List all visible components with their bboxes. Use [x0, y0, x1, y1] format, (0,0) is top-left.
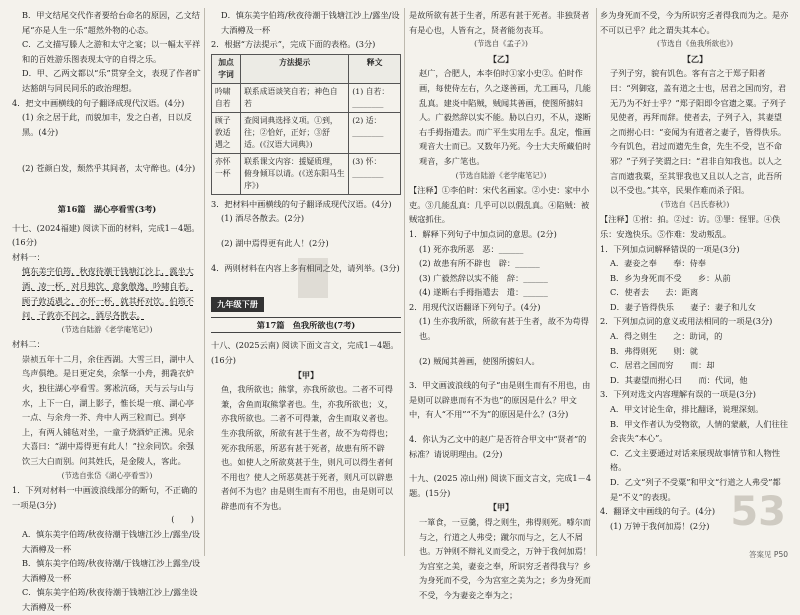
- grade-label: 九年级下册: [211, 297, 401, 312]
- question-4: 4．两则材料在内容上多有相同之处，请列举。(3分): [211, 262, 400, 273]
- option-c: C．使者去 去：距离: [610, 287, 699, 298]
- option-b: B．弗得则死 则：就: [610, 345, 698, 356]
- method-table: [211, 54, 401, 195]
- question-1: 1．下列对材料一中画波浪线部分的断句，不正确的一项是(3分): [12, 485, 198, 510]
- passage-text: 乡为身死而不受，今为所识穷乏者得我而为之。是亦不可以已乎？此之谓失其本心。: [600, 10, 789, 35]
- question-3: 3．把材料中画横线的句子翻译成现代汉语。(4分): [211, 198, 392, 209]
- question-2: 2．根据“方法提示”，完成下面的表格。(3分): [211, 39, 376, 50]
- material-text: 慎东美字伯筠，秋夜待潮于钱塘江沙上，露坐大酒，凌一杯，对月独饮，意象傲逸，吟啸自若。顾子敦适遇之，亦怀一杯，就其杯对饮。伯筠不问，子敦亦不问之，酒尽各散去。: [22, 266, 194, 321]
- question-4-1: (1) 万钟于我何加焉！(2分): [610, 520, 710, 531]
- passage-label: 【甲】: [488, 502, 514, 513]
- column-divider: [404, 8, 405, 556]
- passage-text: 是故所欲有甚于生者，所恶有甚于死者。非独贤者有是心也，人皆有之，贤者能勿丧耳。: [409, 10, 590, 35]
- passage-text: 一箪食，一豆羹，得之则生，弗得则死。嘑尔而与之，行道之人弗受；蹴尔而与之，乞人不屑也。万钟则不辩礼义而受之，万钟于我何加焉！为宫室之美，妻妾之奉，所识穷乏者得我与？乡为身死而不受，今为宫室之美为之；乡为身死而不受，今为妻妾之奉为之；: [419, 517, 591, 600]
- column-3: [409, 8, 593, 600]
- question-3: 3．甲文画波浪线的句子“由是则生而有不用也，由是则可以辟患而有不为也”的原因是什么？甲文中，有人“不用”“不为”的原因是什么？(3分): [409, 380, 591, 420]
- passage-text: 赵广，合肥人，本李伯时①家小史②。伯时作画，每使侍左右，久之遂善画，尤工画马，几能乱真。建炎中陷贼，贼闻其善画，使图所掳妇人。广毅然辞以实不能。胁以白刃，不从，遂断右手拇指遣去。而广平生实用左手。乱定，惟画观音大士而已。又数年乃死。今士大夫所藏伯时观音，多广笔也。: [419, 68, 591, 166]
- option-c: C．居君之国而穷 而：却: [610, 360, 715, 371]
- column-divider: [596, 8, 597, 556]
- passage-source: (节选自《吕氏春秋》): [660, 199, 730, 209]
- question-1: 1．下列加点词解释错误的一项是(3分): [600, 243, 740, 254]
- column-1: [12, 8, 202, 612]
- option-a: A．慎东美字伯筠/秋夜待潮于钱塘江沙上/露坐/设大酒樽及一杯: [22, 529, 200, 554]
- material-source: (节选自陆游《老学庵笔记》): [61, 324, 153, 334]
- passage-label: 【甲】: [293, 369, 319, 380]
- option-a: A．甲文讨论生命，排比翻译，说理深刻。: [610, 404, 764, 415]
- question-4: 4．翻译文中画线的句子。(4分): [600, 506, 716, 517]
- option-d: D．慎东美字伯筠/秋夜待潮于钱塘江沙上/露坐/设大酒樽及一杯: [221, 10, 400, 35]
- question-4: 4．你认为乙文中的赵广是否符合甲文中“贤者”的标准？请说明理由。(2分): [409, 434, 587, 459]
- passage-text: 鱼，我所欲也；熊掌，亦我所欲也。二者不可得兼，舍鱼而取熊掌者也。生，亦我所欲也；义，亦我所欲也。二者不可得兼，舍生而取义者也。生亦我所欲，所欲有甚于生者，故不为苟得也；死亦我所恶，所恶有甚于死者，故患有所不辟也。如使人之所欲莫甚于生，则凡可以得生者何不用也？使人之所恶莫甚于死者，则凡可以辟患者何不为也？由是则生而有不用也，由是则可以辟患而有不为也。: [221, 384, 393, 511]
- option-d: D．乙文“列子不受粟”和甲文“行道之人弗受”都是“不义”的表现。: [610, 477, 781, 502]
- section-title: 第17篇 鱼我所欲也(7考): [211, 317, 401, 334]
- table-row: 亦怀一杯 联系课文内容：援疑质理，俯身倾耳以请。(《送东阳马生序》) (3) 怀：________: [212, 153, 401, 194]
- option-b: B．甲文结尾交代作者要给台命名的原因，乙文结尾“亦是人生一乐”超然外物的心态。: [22, 10, 200, 35]
- reading-intro: 十九、(2025 凉山州) 阅读下面文言文，完成1－4题。(15分): [409, 473, 592, 498]
- reading-intro: 十八、(2025云南) 阅读下面文言文，完成1－4题。(16分): [211, 340, 399, 365]
- question-2: 2．下列加点词的意义或用法相同的一项是(3分): [600, 316, 773, 327]
- option-b: B．慎东美字伯筠/秋夜待潮/于钱塘江沙上露坐/设大酒樽及一杯: [22, 558, 201, 583]
- question-2: 2．用现代汉语翻译下列句子。(4分): [409, 301, 541, 312]
- option-d: D．其妻望而拊心曰 而：代词，他: [610, 374, 748, 385]
- table-header: 释文: [349, 54, 401, 83]
- option-a: A．妻妾之奉 奉：侍奉: [610, 258, 706, 269]
- answer-reference: 答案见 P50: [749, 550, 788, 559]
- option-d: D．甲、乙两文都以“乐”贯穿全文，表现了作者旷达豁朗与同民同乐的政治理想。: [22, 68, 201, 93]
- passage-source: (节选自陆游《老学庵笔记》): [455, 170, 547, 180]
- passage-label: 【乙】: [682, 53, 708, 64]
- question-3-1: (1) 酒尽各散去。(2分): [221, 213, 305, 224]
- option-c: C．乙文主要通过对话来展现故事情节和人物性格。: [610, 447, 781, 473]
- notes: 【注释】①拊：拍。②过：访。③罪：怪罪。④佚乐：安逸快乐。⑤作难：发动叛乱。: [600, 214, 781, 239]
- column-4: [600, 8, 790, 560]
- option-b: B．乡为身死而不受 乡：从前: [610, 272, 731, 283]
- question-4-1: (1) 余之居于此，而貌加丰，发之白者，日以反黑。(4分): [22, 112, 192, 137]
- passage-label: 【乙】: [488, 53, 514, 64]
- material-label: 材料一：: [12, 251, 45, 262]
- table-row: 吟啸自若 联系成语谈笑自若；神色自若 (1) 自若：________: [212, 83, 401, 112]
- option-a: A．得之则生 之：助词，的: [610, 331, 723, 342]
- question-4: 4．把文中画横线的句子翻译成现代汉语。(4分): [12, 97, 185, 108]
- section-title: 第16篇 湖心亭看雪(3考): [57, 203, 157, 214]
- material-text: 崇祯五年十二月，余住西湖。大雪三日，湖中人鸟声俱绝。是日更定矣，余拏一小舟，拥毳衣炉火，独往湖心亭看雪。雾凇沆砀，天与云与山与水，上下一白，湖上影子，惟长堤一痕、湖心亭一点、与余舟一芥、舟中人两三粒而已。到亭上，有两人铺毡对坐，一童子烧酒炉正沸。见余大喜曰：“湖中焉得更有此人！”拉余同饮。余强饮三大白而别。问其姓氏，是金陵人，客此。: [22, 353, 195, 467]
- question-4-2: (2) 苍颜白发，颓然乎其间者，太守醉也。(4分): [22, 163, 196, 174]
- option-c: C．乙文描写滕人之游和太守之宴；以一幅太平祥和的百姓游乐图表现太守的自得之乐。: [22, 39, 201, 64]
- sub-question: (3) 广毅然辞以实不能 辞：______: [419, 272, 548, 283]
- question-3: 3．下列对选文内容理解有误的一项是(3分): [600, 389, 756, 400]
- material-label: 材料二：: [12, 339, 45, 350]
- table-header: 方法提示: [241, 54, 349, 83]
- page-number-large: 53: [730, 489, 786, 535]
- column-divider: [204, 8, 205, 556]
- answer-bracket: ( ): [171, 514, 194, 525]
- notes: 【注释】①李伯时：宋代名画家。②小史：家中小吏。③几能乱真：几乎可以以假乱真。④陷贼：被贼寇抓住。: [409, 185, 590, 225]
- column-2: [211, 8, 401, 560]
- question-3-2: (2) 湖中焉得更有此人！(2分): [221, 237, 329, 248]
- table-row: 顾子敦适遇之 查阅词典选择义项。①到，往；②恰好，正好；③舒适。(《汉语大词典》) (2) 适：________: [212, 112, 401, 153]
- sub-question: (4) 遂断右手拇指遣去 遣：______: [419, 287, 548, 298]
- option-c: C．慎东美字伯筠/秋夜待潮于钱塘江沙上/露坐设大酒樽及一杯: [22, 587, 198, 612]
- sub-question: (2) 故患有所不辟也 辟：______: [419, 258, 540, 269]
- option-d: D．妻子皆得佚乐 妻子：妻子和儿女: [610, 301, 756, 312]
- passage-source: (节选自《孟子》): [474, 39, 528, 49]
- passage-source: (节选自《鱼我所欲也》): [657, 39, 733, 49]
- question-2-2: (2) 贼闻其善画，使图所掳妇人。: [419, 355, 540, 366]
- option-b: B．甲文作者认为受物欲，人情的蒙蔽，人们往往会丧失“本心”。: [610, 418, 788, 444]
- table-header: 加点字词: [212, 54, 241, 83]
- material-source: (节选自张岱《湖心亭看雪》): [61, 470, 153, 480]
- question-2-1: (1) 生亦我所欲，所欲有甚于生者，故不为苟得也。: [419, 316, 589, 342]
- sub-question: (1) 死亦我所恶 恶：______: [419, 243, 524, 254]
- passage-text: 子列子穷，貌有饥色。客有言之于郑子阳者曰：“列御寇，盖有道之士也，居君之国而穷，君无乃为不好士乎？”郑子阳即令官遗之粟。子列子见使者，再拜而辞。使者去，子列子入，其妻望之而拊心曰：“妾闻为有道者之妻子，皆得佚乐。今有饥色，君过而遗先生食，先生不受，岂不命邪？”子列子笑谓之曰：“君非自知我也。以人之言而遗我粟，至其罪我也又且以人之言，此吾所以不受也。”其卒，民果作难而杀子阳。: [610, 68, 787, 196]
- question-1: 1．解释下列句子中加点词的意思。(2分): [409, 228, 557, 239]
- reading-intro: 十七、(2024福建) 阅读下面的材料，完成1－4题。(16分): [12, 222, 200, 248]
